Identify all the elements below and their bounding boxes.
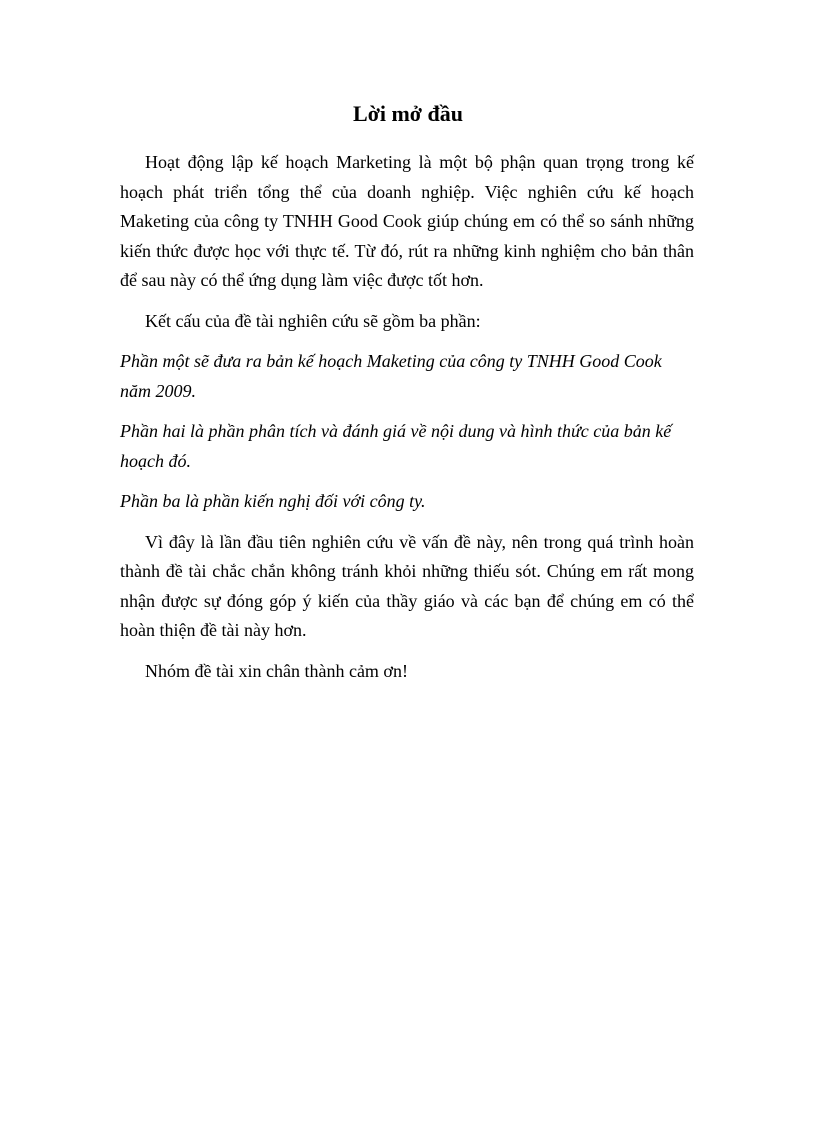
part-two-paragraph: Phần hai là phần phân tích và đánh giá về nội dung và hình thức của bản kế hoạch đó.: [120, 421, 672, 471]
apology-paragraph: Vì đây là lần đầu tiên nghiên cứu về vấn đề này, nên trong quá trình hoàn thành đề tài chắc chắn không tránh khỏi những thiếu sót. Chúng em rất mong nhận được sự đóng góp ý kiến của thầy giáo và các bạn để chúng em có thể hoàn thiện đề tài này hơn.: [120, 531, 694, 640]
document-body: [120, 148, 694, 697]
part-one-paragraph: Phần một sẽ đưa ra bản kế hoạch Maketing của công ty TNHH Good Cook năm 2009.: [120, 351, 662, 401]
part-three-paragraph: Phần ba là phần kiến nghị đối với công ty.: [120, 491, 426, 511]
thanks-paragraph: Nhóm đề tài xin chân thành cảm ơn!: [145, 660, 408, 681]
page-title: Lời mở đầu: [353, 101, 463, 126]
intro-paragraph: Hoạt động lập kế hoạch Marketing là một bộ phận quan trọng trong kế hoạch phát triển tổng thể của doanh nghiệp. Việc nghiên cứu kế hoạch Maketing của công ty TNHH Good Cook giúp chúng em có thể so sánh những kiến thức được học với thực tế. Từ đó, rút ra những kinh nghiệm cho bản thân để sau này có thể ứng dụng làm việc được tốt hơn.: [120, 152, 694, 290]
structure-paragraph: Kết cấu của đề tài nghiên cứu sẽ gồm ba phần:: [145, 310, 481, 331]
